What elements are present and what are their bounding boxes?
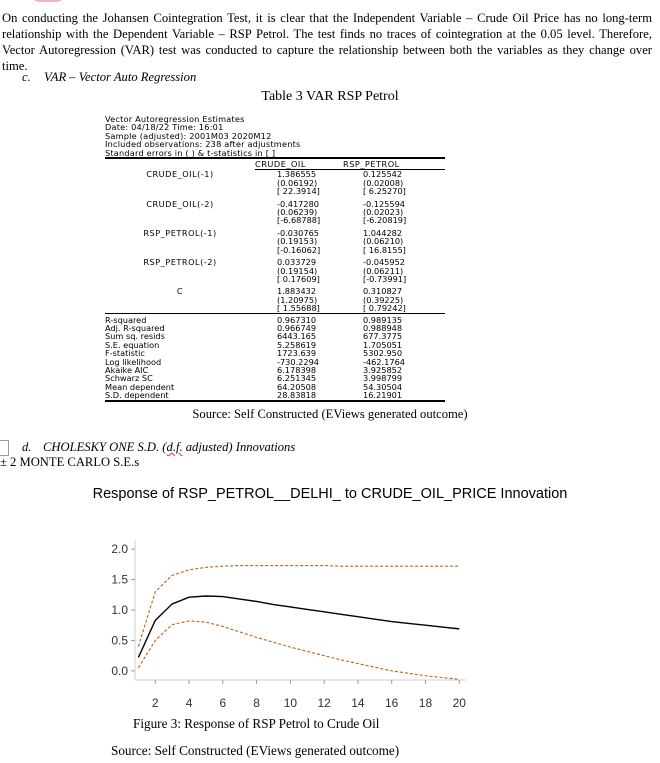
rsp-petrol-value: [ 6.25270]: [363, 186, 406, 197]
y-tick-label: 1.0: [111, 603, 128, 617]
rsp-petrol-stat: 3.998799: [363, 373, 403, 384]
crude-oil-value: (0.19153): [277, 236, 318, 247]
crude-oil-stat: 5.258619: [277, 339, 317, 350]
section-c-title: VAR – Vector Auto Regression: [44, 70, 197, 84]
variable-name: RSP_PETROL(-1): [143, 227, 217, 238]
x-tick-label: 8: [253, 696, 260, 710]
eviews-header: [105, 115, 445, 157]
x-tick-label: 12: [317, 696, 331, 710]
coef-row: [105, 304, 445, 313]
rsp-petrol-stat: 0.988948: [363, 322, 403, 333]
coef-row: [105, 283, 445, 295]
eviews-output: [105, 115, 445, 402]
y-tick-label: 1.5: [111, 572, 128, 587]
header-line: Standard errors in ( ) & t-statistics in [ ]: [105, 147, 276, 158]
rsp-petrol-stat: 3.925852: [363, 364, 403, 375]
crude-oil-stat: 28.83818: [255, 391, 363, 400]
crude-oil-stat: -730.2294: [277, 356, 320, 367]
rsp-petrol-value: (0.02008): [363, 177, 404, 188]
x-tick-label: 6: [219, 696, 227, 710]
variable-name: [105, 216, 255, 224]
crude-oil-value: -0.030765: [277, 227, 320, 238]
variable-name: [105, 187, 255, 195]
table-source: Source: Self Constructed (EViews generated outcome): [192, 407, 468, 421]
crude-oil-value: (0.19154): [277, 265, 318, 276]
rsp-petrol-stat: 0.989135: [363, 313, 445, 324]
stat-row: [105, 391, 445, 400]
crude-oil-value: (1.20975): [277, 294, 318, 305]
rsp-petrol-stat: 54.30504: [363, 381, 403, 392]
rsp-petrol-value: 0.125542: [363, 169, 403, 180]
variable-name: [105, 246, 255, 254]
rsp-petrol-stat: -462.1764: [363, 356, 406, 367]
crude-oil-stat: 1723.639: [277, 348, 317, 359]
variable-name: CRUDE_OIL(-2): [146, 198, 214, 209]
coef-row: [105, 254, 445, 266]
section-d-title-squiggle: d.f.: [166, 440, 183, 454]
table-title: Table 3 VAR RSP Petrol: [261, 89, 399, 104]
margin-marker: [0, 440, 9, 456]
rsp-petrol-value: (0.02023): [363, 207, 404, 218]
crude-oil-value: [-6.68788]: [277, 215, 321, 226]
crude-oil-stat: 0.967310: [255, 313, 363, 324]
coef-row: [105, 275, 445, 283]
rsp-petrol-value: [ 16.8155]: [363, 244, 406, 255]
rsp-petrol-value: [-6.20819]: [363, 215, 407, 226]
rsp-petrol-value: -0.125594: [363, 198, 406, 209]
intro-paragraph: On conducting the Johansen Cointegration Test, it is clear that the Independent Variable – Crude Oil Price has no long-term relationship with the Dependent Variable – RSP Petrol. The test finds no traces of cointegration at the 0.05 level. Therefore, Vector Autoregression (VAR) test was conducted to capture the relationship between both the variables as they change over time.: [2, 11, 652, 73]
rsp-petrol-stat: 16.21901: [363, 391, 445, 400]
section-d-title-pre: CHOLESKY ONE S.D. (: [43, 440, 167, 454]
crude-oil-stat: 6.178398: [277, 364, 317, 375]
stat-name: Sum sq. resids: [105, 331, 165, 342]
col-header-rsp: RSP_PETROL: [343, 159, 400, 170]
x-tick-label: 16: [385, 696, 399, 710]
x-tick-label: 10: [283, 696, 298, 710]
crude-oil-value: [ 22.3914]: [277, 186, 320, 197]
header-line: Vector Autoregression Estimates: [105, 114, 245, 124]
section-c-heading: [22, 70, 196, 85]
rsp-petrol-stat: 677.3775: [363, 331, 403, 342]
variable-name: [105, 237, 255, 245]
variable-name: [105, 275, 255, 283]
x-tick-label: 20: [452, 696, 466, 710]
coef-row: [105, 216, 445, 224]
crude-oil-stat: 64.20508: [277, 381, 317, 392]
stat-name: Mean dependent: [105, 381, 175, 392]
y-tick-label: 0.5: [111, 633, 128, 648]
rsp-petrol-value: 0.310827: [363, 286, 403, 297]
crude-oil-value: 0.033729: [277, 257, 317, 268]
impulse-response-chart: [0, 530, 660, 720]
confidence-band-line: [138, 621, 459, 679]
figure-caption: Figure 3: Response of RSP Petrol to Crude Oil: [133, 716, 380, 731]
eviews-table: [105, 157, 445, 402]
crude-oil-stat: 0.966749: [277, 322, 317, 333]
crude-oil-value: (0.06239): [277, 207, 318, 218]
confidence-band-line: [138, 566, 459, 647]
variable-name: [105, 179, 255, 187]
x-tick-label: 18: [418, 696, 433, 710]
figure-source: Source: Self Constructed (EViews generated outcome): [111, 743, 400, 758]
coef-row: [105, 246, 445, 254]
crude-oil-value: [-0.16062]: [277, 244, 321, 255]
crude-oil-value: 1.883432: [277, 286, 317, 297]
y-tick-label: 2.0: [111, 542, 128, 557]
crude-oil-stat: 6.251345: [277, 373, 317, 384]
response-line: [138, 596, 459, 657]
section-d-title-post: adjusted) Innovations: [182, 440, 296, 454]
variable-name: [105, 296, 255, 304]
variable-name: CRUDE_OIL(-1): [146, 168, 214, 179]
y-tick-label: 0.0: [111, 663, 128, 678]
stat-name: Akaike AIC: [105, 364, 149, 375]
variable-name: C: [176, 286, 184, 297]
variable-name: [105, 208, 255, 216]
section-c-label: c.: [22, 70, 31, 84]
stat-name: S.D. dependent: [105, 391, 255, 400]
variable-name: [105, 304, 255, 313]
crude-oil-value: (0.06192): [277, 177, 318, 188]
rsp-petrol-stat: 5302.950: [363, 348, 403, 359]
stat-name: R-squared: [105, 313, 255, 324]
x-tick-label: 4: [185, 696, 193, 710]
section-d-label: d.: [22, 440, 32, 454]
rsp-petrol-value: [ 0.79242]: [363, 303, 406, 314]
section-d-heading: [22, 440, 295, 455]
rsp-petrol-value: (0.06211): [363, 265, 404, 276]
rsp-petrol-value: -0.045952: [363, 257, 406, 268]
col-header-crude: CRUDE_OIL: [255, 159, 306, 170]
stat-name: S.E. equation: [105, 339, 160, 350]
crude-oil-value: 1.386555: [277, 169, 317, 180]
header-line: Included observations: 238 after adjustments: [105, 139, 301, 150]
stat-name: Schwarz SC: [105, 373, 153, 384]
rsp-petrol-value: (0.39225): [363, 294, 404, 305]
crude-oil-value: -0.417280: [277, 198, 320, 209]
stat-name: Log likelihood: [105, 356, 162, 367]
variable-name: RSP_PETROL(-2): [143, 257, 217, 268]
header-line: Date: 04/18/22 Time: 16:01: [105, 122, 224, 133]
crude-oil-value: [ 1.55688]: [277, 303, 320, 314]
coef-row: [105, 187, 445, 195]
monte-carlo-note: ± 2 MONTE CARLO S.E.s: [0, 455, 140, 469]
chart-title: Response of RSP_PETROL__DELHI_ to CRUDE_OIL_PRICE Innovation: [92, 486, 568, 502]
x-tick-label: 2: [151, 696, 159, 710]
crude-oil-stat: 6443.165: [277, 331, 317, 342]
crude-oil-value: [ 0.17609]: [277, 273, 320, 284]
rsp-petrol-value: [-0.73991]: [363, 273, 407, 284]
column-headers: [255, 158, 445, 170]
header-line: Sample (adjusted): 2001M03 2020M12: [105, 130, 272, 141]
rsp-petrol-value: (0.06210): [363, 236, 404, 247]
rsp-petrol-stat: 1.705051: [363, 339, 403, 350]
rsp-petrol-value: 1.044282: [363, 227, 403, 238]
x-tick-label: 14: [351, 696, 365, 710]
stat-name: Adj. R-squared: [105, 322, 165, 333]
decorative-mark: [30, 0, 66, 2]
variable-name: [105, 267, 255, 275]
stat-name: F-statistic: [105, 348, 145, 359]
